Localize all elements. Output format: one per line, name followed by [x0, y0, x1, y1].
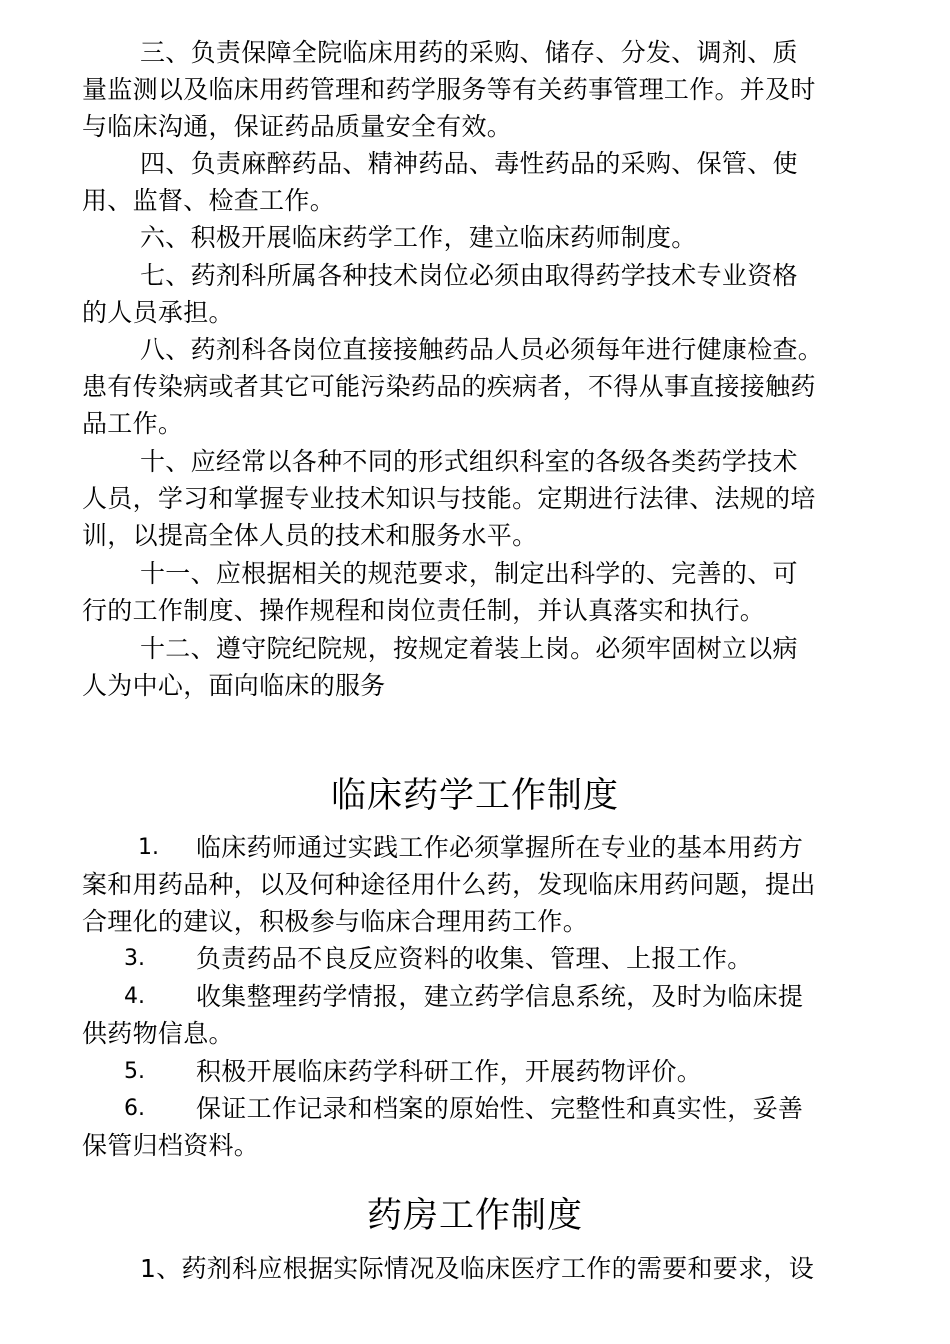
paragraph-line: 品工作。	[82, 409, 184, 438]
paragraph-line: 人员，学习和掌握专业技术知识与技能。定期进行法律、法规的培	[82, 484, 816, 513]
paragraph-line: 案和用药品种，以及何种途径用什么药，发现临床用药问题，提出	[82, 870, 816, 899]
section-heading: 药房工作制度	[366, 1196, 583, 1236]
paragraph-line: 1、药剂科应根据实际情况及临床医疗工作的需要和要求，设	[140, 1254, 815, 1283]
paragraph-line: 训，以提高全体人员的技术和服务水平。	[82, 521, 538, 550]
list-number: 4.	[124, 984, 145, 1009]
paragraph-line: 供药物信息。	[82, 1019, 234, 1048]
paragraph-line: 保管归档资料。	[82, 1131, 260, 1160]
list-number: 6.	[124, 1096, 145, 1121]
list-item-text: 积极开展临床药学科研工作，开展药物评价。	[196, 1057, 703, 1086]
paragraph-line: 三、负责保障全院临床用药的采购、储存、分发、调剂、质	[140, 38, 798, 67]
list-item-text: 收集整理药学情报，建立药学信息系统，及时为临床提	[196, 982, 804, 1011]
paragraph-line: 八、药剂科各岗位直接接触药品人员必须每年进行健康检查。	[140, 335, 824, 364]
paragraph-line: 与临床沟通，保证药品质量安全有效。	[82, 112, 513, 141]
paragraph-line: 十一、应根据相关的规范要求，制定出科学的、完善的、可	[140, 559, 798, 588]
paragraph-line: 患有传染病或者其它可能污染药品的疾病者，不得从事直接接触药	[82, 372, 816, 401]
list-item-text: 保证工作记录和档案的原始性、完整性和真实性，妥善	[196, 1094, 804, 1123]
list-number: 5.	[124, 1059, 145, 1084]
paragraph-line: 的人员承担。	[82, 298, 234, 327]
paragraph-line: 十二、遵守院纪院规，按规定着装上岗。必须牢固树立以病	[140, 634, 798, 663]
paragraph-line: 十、应经常以各种不同的形式组织科室的各级各类药学技术	[140, 447, 798, 476]
paragraph-line: 六、积极开展临床药学工作，建立临床药师制度。	[140, 223, 697, 252]
list-item-text: 临床药师通过实践工作必须掌握所在专业的基本用药方	[196, 833, 804, 862]
paragraph-line: 行的工作制度、操作规程和岗位责任制，并认真落实和执行。	[82, 596, 766, 625]
list-number: 1.	[138, 835, 159, 860]
list-number: 3.	[124, 946, 145, 971]
paragraph-line: 用、监督、检查工作。	[82, 186, 336, 215]
paragraph-line: 七、药剂科所属各种技术岗位必须由取得药学技术专业资格	[140, 261, 798, 290]
paragraph-line: 人为中心，面向临床的服务	[82, 671, 386, 700]
paragraph-line: 合理化的建议，积极参与临床合理用药工作。	[82, 907, 589, 936]
list-item-text: 负责药品不良反应资料的收集、管理、上报工作。	[196, 944, 753, 973]
paragraph-line: 量监测以及临床用药管理和药学服务等有关药事管理工作。并及时	[82, 75, 816, 104]
section-heading: 临床药学工作制度	[330, 776, 619, 816]
paragraph-line: 四、负责麻醉药品、精神药品、毒性药品的采购、保管、使	[140, 149, 798, 178]
